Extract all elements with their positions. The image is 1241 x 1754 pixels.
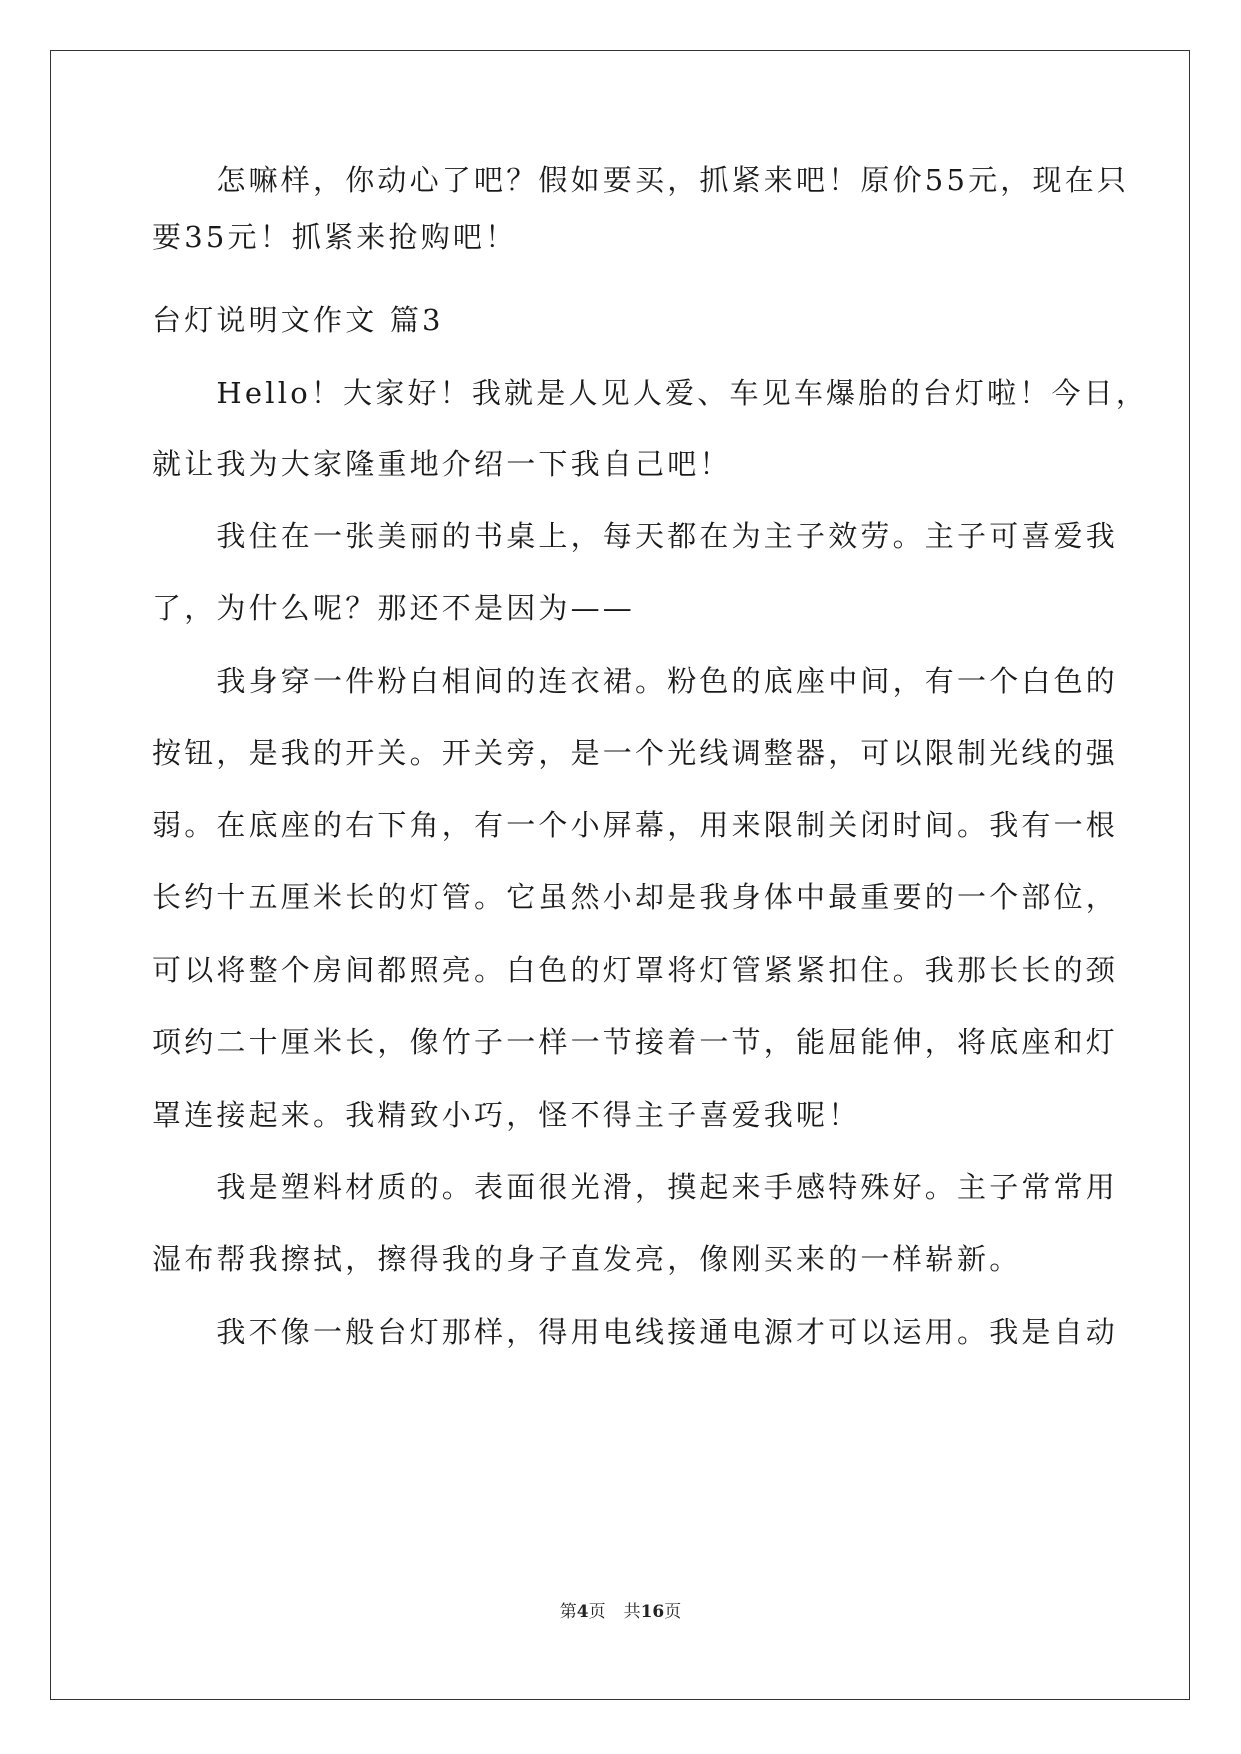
footer-page-suffix: 页 <box>588 1602 606 1622</box>
text-line: 我身穿一件粉白相间的连衣裙。粉色的底座中间，有一个白色的 <box>152 664 1119 698</box>
footer-total-suffix: 页 <box>664 1602 682 1622</box>
text-line: 项约二十厘米长，像竹子一样一节接着一节，能屈能伸，将底座和灯 <box>152 1025 1119 1059</box>
text-line: 怎嘛样，你动心了吧？假如要买，抓紧来吧！原价55元，现在只 <box>152 163 1130 197</box>
text-line: 按钮，是我的开关。开关旁，是一个光线调整器，可以限制光线的强 <box>152 736 1119 770</box>
text-line: 弱。在底座的右下角，有一个小屏幕，用来限制关闭时间。我有一根 <box>152 808 1119 842</box>
section-heading: 台灯说明文作文 篇3 <box>152 303 444 337</box>
page-border <box>50 50 1190 1700</box>
text-line: Hello！大家好！我就是人见人爱、车见车爆胎的台灯啦！今日， <box>152 376 1149 410</box>
text-line: 要35元！抓紧来抢购吧！ <box>152 220 518 254</box>
text-line: 可以将整个房间都照亮。白色的灯罩将灯管紧紧扣住。我那长长的颈 <box>152 953 1119 987</box>
footer-total-prefix: 共 <box>623 1602 641 1622</box>
text-line: 长约十五厘米长的灯管。它虽然小却是我身体中最重要的一个部位， <box>152 880 1119 914</box>
text-line: 了，为什么呢？那还不是因为—— <box>152 591 636 625</box>
text-line: 我不像一般台灯那样，得用电线接通电源才可以运用。我是自动 <box>152 1315 1119 1349</box>
page-footer <box>0 1600 1241 1624</box>
text-line: 湿布帮我擦拭，擦得我的身子直发亮，像刚买来的一样崭新。 <box>152 1242 1022 1276</box>
footer-prefix: 第 <box>559 1602 577 1622</box>
text-line: 我是塑料材质的。表面很光滑，摸起来手感特殊好。主子常常用 <box>152 1170 1119 1204</box>
current-page-number: 4 <box>576 1602 589 1622</box>
text-line: 罩连接起来。我精致小巧，怪不得主子喜爱我呢！ <box>152 1098 861 1132</box>
text-line: 我住在一张美丽的书桌上，每天都在为主子效劳。主子可喜爱我 <box>152 519 1119 553</box>
text-line: 就让我为大家隆重地介绍一下我自己吧！ <box>152 447 732 481</box>
total-pages-number: 16 <box>640 1602 665 1622</box>
